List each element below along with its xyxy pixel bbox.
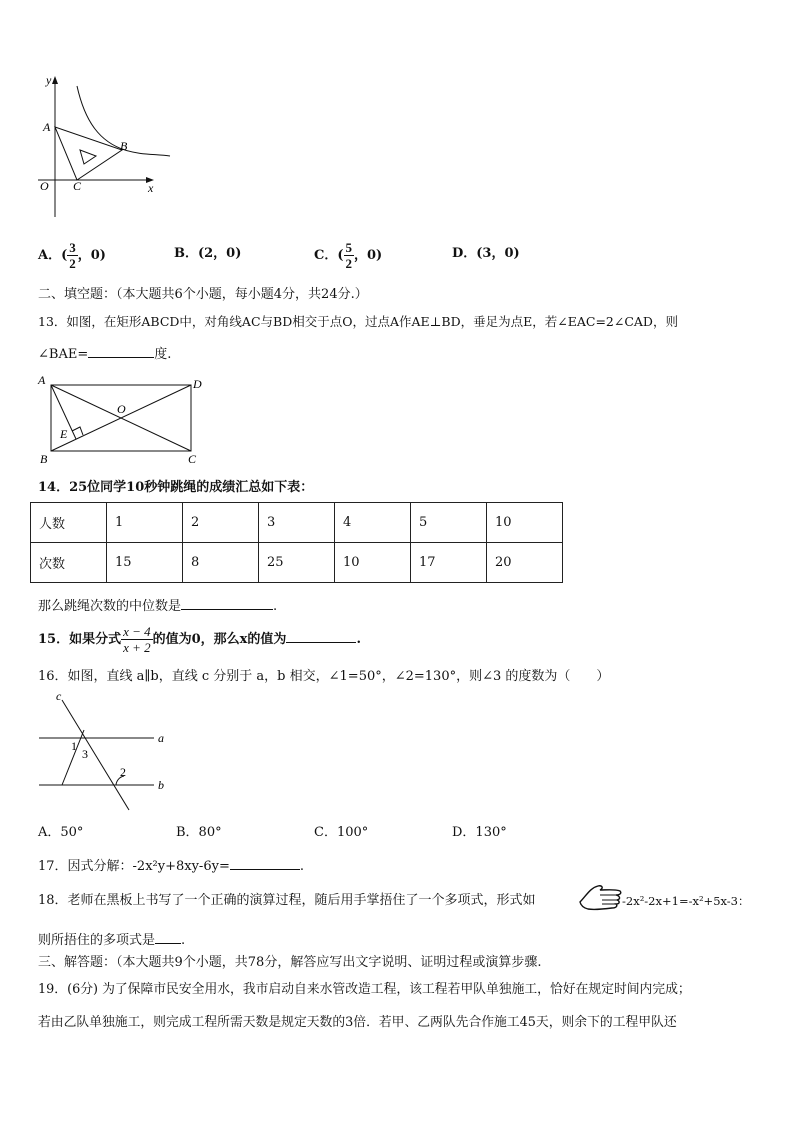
hand-icon bbox=[576, 880, 624, 916]
q12-label-o: O bbox=[40, 179, 49, 193]
table-cell: 2 bbox=[183, 503, 259, 543]
q12-option-a-fraction: $\frac{3}{2}$ bbox=[69, 240, 76, 271]
q14-data-table bbox=[30, 502, 563, 583]
q16-option-b: B．80° bbox=[176, 825, 222, 840]
q13-label-a: A bbox=[38, 373, 46, 387]
q18-question: 则所捂住的多项式是 . bbox=[38, 929, 185, 950]
q19-stem-line1: 19．(6分) 为了保障市民安全用水，我市启动自来水管改造工程，该工程若甲队单独施工，恰好在规定时间内完成； bbox=[38, 982, 691, 997]
q16-option-d: D．130° bbox=[452, 825, 507, 840]
q12-option-c-fraction: $\frac{5}{2}$ bbox=[345, 240, 352, 271]
table-row bbox=[31, 543, 563, 583]
table-cell: 15 bbox=[107, 543, 183, 583]
q12-option-d: D．(3，0) bbox=[452, 246, 520, 261]
q16-label-c: c bbox=[56, 689, 62, 703]
q12-label-a: A bbox=[43, 120, 51, 134]
q15-stem: 15．如果分式 $\frac{x - 4}{x + 2}$ 的值为0，那么x的值为 . bbox=[38, 624, 361, 655]
q14-stem: 14．25位同学10秒钟跳绳的成绩汇总如下表： bbox=[38, 480, 314, 495]
q13-label-b: B bbox=[40, 452, 48, 466]
q15-fraction: $\frac{x - 4}{x + 2}$ bbox=[123, 624, 151, 655]
q16-label-a: a bbox=[158, 731, 164, 745]
table-cell: 5 bbox=[411, 503, 487, 543]
table-cell: 人数 bbox=[31, 503, 107, 543]
table-cell: 次数 bbox=[31, 543, 107, 583]
q16-label-1: 1 bbox=[71, 739, 77, 753]
table-cell: 1 bbox=[107, 503, 183, 543]
table-cell: 10 bbox=[335, 543, 411, 583]
table-cell: 25 bbox=[259, 543, 335, 583]
q19-stem-line2: 若由乙队单独施工，则完成工程所需天数是规定天数的3倍．若甲、乙两队先合作施工45天，则余下的工程甲队还 bbox=[38, 1015, 677, 1030]
q13-stem-line2: ∠BAE= 度. bbox=[38, 343, 171, 364]
q12-option-b: B．(2，0) bbox=[174, 246, 242, 261]
q12-label-x: x bbox=[148, 181, 154, 195]
q16-label-3: 3 bbox=[82, 747, 88, 761]
q13-label-e: E bbox=[60, 427, 68, 441]
q13-label-o: O bbox=[117, 402, 126, 416]
q16-parallel-lines-figure bbox=[34, 688, 184, 812]
section2-title: 二、填空题：（本大题共6个小题，每小题4分，共24分.） bbox=[38, 287, 368, 302]
q14-answer-blank[interactable] bbox=[181, 595, 273, 610]
table-cell: 4 bbox=[335, 503, 411, 543]
table-cell: 20 bbox=[487, 543, 563, 583]
q16-label-2: 2 bbox=[120, 765, 126, 779]
q16-option-c: C．100° bbox=[314, 825, 369, 840]
q12-label-b: B bbox=[120, 139, 128, 153]
q16-option-a: A．50° bbox=[38, 825, 84, 840]
table-cell: 8 bbox=[183, 543, 259, 583]
q18-answer-blank[interactable] bbox=[155, 929, 181, 944]
section3-title: 三、解答题：（本大题共9个小题，共78分，解答应写出文字说明、证明过程或演算步骤. bbox=[38, 955, 542, 970]
table-cell: 10 bbox=[487, 503, 563, 543]
q13-label-c: C bbox=[188, 452, 197, 466]
q16-label-b: b bbox=[158, 778, 164, 792]
q12-label-c: C bbox=[73, 179, 82, 193]
table-cell: 3 bbox=[259, 503, 335, 543]
table-row bbox=[31, 503, 563, 543]
q17-answer-blank[interactable] bbox=[230, 855, 300, 870]
q18-stem-post: -2x²-2x+1=-x²+5x-3： bbox=[622, 894, 750, 908]
q13-rectangle-figure bbox=[34, 372, 214, 466]
q17-stem: 17．因式分解：-2x²y+8xy-6y= . bbox=[38, 855, 304, 876]
q15-answer-blank[interactable] bbox=[286, 628, 356, 643]
q18-stem-pre: 18．老师在黑板上书写了一个正确的演算过程，随后用手掌捂住了一个多项式，形式如 bbox=[38, 893, 536, 908]
q13-stem-line1: 13．如图，在矩形ABCD中，对角线AC与BD相交于点O，过点A作AE⊥BD，垂足为点E，若∠EAC=2∠CAD，则 bbox=[38, 314, 678, 329]
q12-option-a: A．( $\frac{3}{2}$ ，0) bbox=[38, 240, 106, 271]
q12-option-c: C．( $\frac{5}{2}$ ，0) bbox=[314, 240, 383, 271]
q14-question: 那么跳绳次数的中位数是 . bbox=[38, 595, 277, 616]
q16-stem: 16．如图，直线 a∥b，直线 c 分别于 a，b 相交，∠1=50°，∠2=130°，则∠3 的度数为（ ） bbox=[38, 669, 610, 684]
q12-coordinate-figure bbox=[30, 72, 180, 222]
q13-label-d: D bbox=[193, 377, 202, 391]
q13-answer-blank[interactable] bbox=[88, 343, 154, 358]
q12-label-y: y bbox=[46, 73, 52, 87]
table-cell: 17 bbox=[411, 543, 487, 583]
